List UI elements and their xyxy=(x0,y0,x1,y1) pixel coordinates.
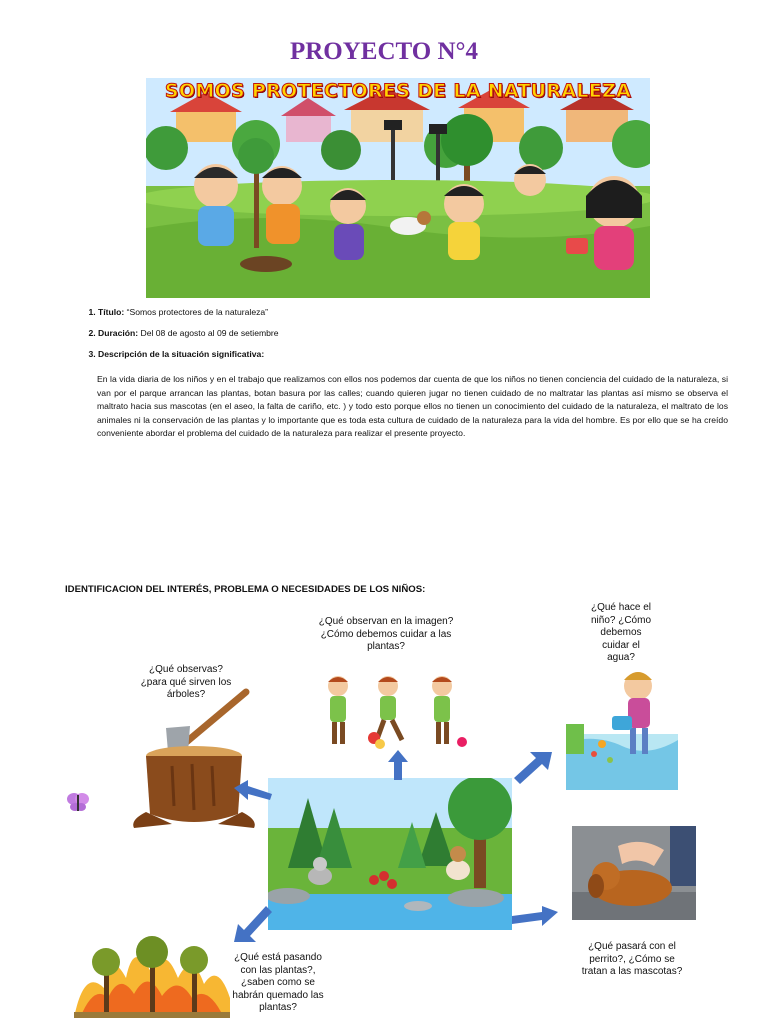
description-label: Descripción de la situación significativa: xyxy=(98,349,265,359)
arrow-left-icon xyxy=(234,780,272,804)
stump-with-axe-image xyxy=(132,686,256,832)
page-title: PROYECTO N°4 xyxy=(289,38,479,65)
description-paragraph: En la vida diaria de los niños y en el trabajo que realizamos con ellos nos podemos dar cuenta de que los niños no tienen conciencia del cuidado de la naturaleza, si van por el parque arrancan las plantas, botan basura por las calles; cuando quieren jugar no tienen cuidado de no maltratar las plantas así mismo se observa el maltrato hacia sus mascotas (en el aseo, la falta de cariño, etc. ) y todo esto porque ellos no tienen un conocimiento del cuidado de la naturaleza, el maltrato de los animales ni la conservación de las plantas y lo importante que es toda esta cultura de cuidado de la naturaleza para la vida del hombre. Es por ello que se ha creído conveniente abordar el problema del cuidado de la naturaleza para realizar el presente proyecto. xyxy=(97,374,728,438)
title-label: Título: xyxy=(98,307,125,317)
title-value: “Somos protectores de la naturaleza” xyxy=(126,307,269,317)
arrow-right-icon xyxy=(512,904,558,926)
boy-polluting-water-image xyxy=(566,664,678,790)
list-item-description xyxy=(98,348,738,360)
park-scene-illustration xyxy=(146,78,650,298)
question-water: ¿Qué hace el niño? ¿Cómo debemos cuidar el agua? xyxy=(590,602,652,663)
arrow-up-right-icon xyxy=(514,752,552,784)
central-nature-scene-image xyxy=(268,778,512,930)
duration-value: Del 08 de agosto al 09 de setiembre xyxy=(140,328,279,338)
list-item-title xyxy=(98,306,738,318)
banner-illustration xyxy=(146,78,650,298)
list-item-duration xyxy=(98,327,738,339)
question-trees: ¿Qué observas? ¿para qué sirven los árboles? xyxy=(140,664,232,700)
section-heading: IDENTIFICACION DEL INTERÉS, PROBLEMA O NECESIDADES DE LOS NIÑOS: xyxy=(65,584,426,595)
banner-title: SOMOS PROTECTORES DE LA NATURALEZA xyxy=(164,80,632,102)
dog-being-hurt-image xyxy=(572,826,696,920)
kids-with-plants-image xyxy=(316,672,476,752)
burning-plants-image xyxy=(74,928,230,1018)
butterfly-icon xyxy=(66,790,90,819)
question-fire: ¿Qué está pasando con las plantas?, ¿saben como se habrán quemado las plantas? xyxy=(232,952,324,1013)
project-info-list xyxy=(60,306,738,369)
arrow-down-left-icon xyxy=(234,906,272,942)
question-children: ¿Qué observan en la imagen? ¿Cómo debemos cuidar a las plantas? xyxy=(318,616,454,652)
question-dog: ¿Qué pasará con el perrito?, ¿Cómo se tratan a las mascotas? xyxy=(581,941,683,977)
duration-label: Duración: xyxy=(98,328,139,338)
arrow-up-icon xyxy=(388,750,408,780)
